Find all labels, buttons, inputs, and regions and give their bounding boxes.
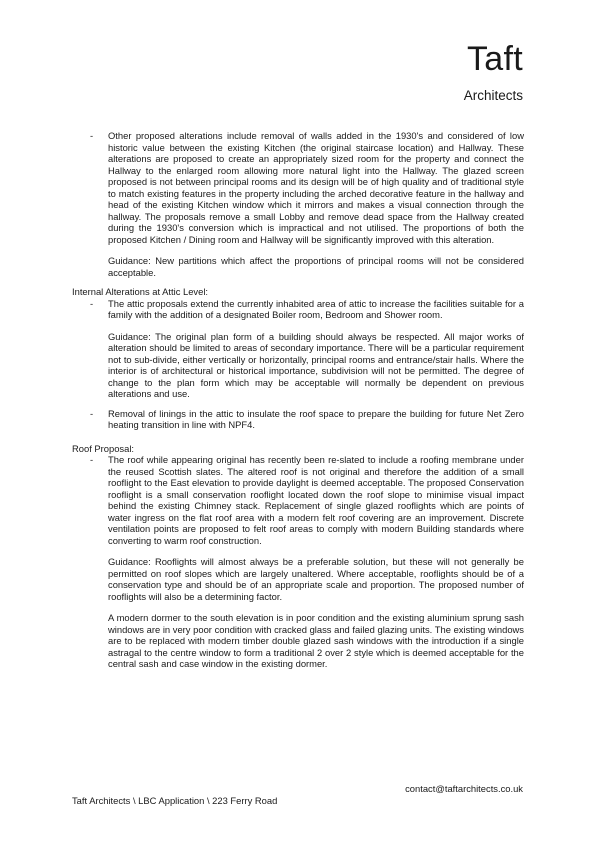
bullet-dash: - [90,297,94,309]
bullet-dash: - [90,407,94,419]
bullet-item [72,408,524,431]
guidance-paragraph: Guidance: New partitions which affect the proportions of principal rooms will not be considered acceptable. [108,255,524,278]
bullet-dash: - [90,454,94,465]
paragraph: The roof while appearing original has recently been re-slated to include a roofing membrane under the reused Scottish slates. The altered roof is not original and therefore the addition of a small rooflight to the East elevation to provide daylight is deemed acceptable. The proposed Conservation rooflight is a small conservation rooflight located down the roof slope to minimise visual impact behind the existing Chimney stack. Replacement of single glazed rooflights which are points of water ingress on the flat roof area with a modern felt roof covering are an improvement. Discrete ventilation points are proposed to felt roof areas to comply with modern Building standards where converting to warm roof construction. [108,454,524,546]
bullet-item [72,130,524,278]
bullet-item [72,298,524,400]
bullet-item [72,454,524,670]
footer-document-reference: Taft Architects \ LBC Application \ 223 Ferry Road [72,795,278,806]
paragraph: Removal of linings in the attic to insulate the roof space to prepare the building for future Net Zero heating transition in line with NPF4. [108,407,524,430]
section-heading: Internal Alterations at Attic Level: [72,286,209,297]
bullet-dash: - [90,130,94,141]
brand-logo [464,40,523,103]
section-heading: Roof Proposal: [72,442,135,454]
paragraph: Other proposed alterations include removal of walls added in the 1930's and considered of low historic value between the existing Kitchen (the original staircase location) and Hallway. These alterations are proposed to create an appropriately sized room for the property and connect the Hallway to the enlarged room allowing more natural light into the Hallway. The glazed screen proposed is not between principal rooms and its design will be of high quality and of traditional style to match existing features in the property including the arched decorative feature in the hallway and head of the existing Kitchen window which it mirrors and makes a visual connection through the hallway. The proposals remove a small Lobby and remove dead space from the Hallway created during the 1930's conversion which is impractical and not utilised. The proportions of both the proposed Kitchen / Dining room and Hallway will be significantly improved with this alteration. [108,130,524,245]
brand-subtitle: Architects [463,88,523,103]
paragraph: A modern dormer to the south elevation is in poor condition and the existing aluminium sprung sash windows are in very poor condition with cracked glass and failed glazing units. The existing windows are to be replaced with modern timber double glazed sash windows with the introduction if a single astragal to the centre window to form a traditional 2 over 2 style which is deemed acceptable for the central sash and case window in the existing dormer. [108,612,524,669]
document-body [72,130,524,670]
brand-name: Taft [466,40,523,78]
paragraph: The attic proposals extend the currently inhabited area of attic to increase the facilities suitable for a family with the addition of a designated Boiler room, Bedroom and Shower room. [108,297,524,320]
guidance-paragraph: Guidance: Rooflights will almost always be a preferable solution, but these will not generally be permitted on roof slopes which are largely unaltered. Where acceptable, rooflights should be of a conservation type and should be of an appropriate scale and proportion. The proposed number of rooflights will also be a determining factor. [108,556,524,602]
footer-contact-email: contact@taftarchitects.co.uk [405,783,523,794]
guidance-paragraph: Guidance: The original plan form of a building should always be respected. All major works of alteration should be limited to areas of secondary importance. There will be a particular requirement not to sub-divide, either vertically or horizontally, principal rooms and entrance/stair halls. Where the interior is of architectural or historical importance, subdivision will not be permitted. The degree of change to the plan form which may be acceptable will normally be dependent on previous alterations and use. [108,330,524,399]
